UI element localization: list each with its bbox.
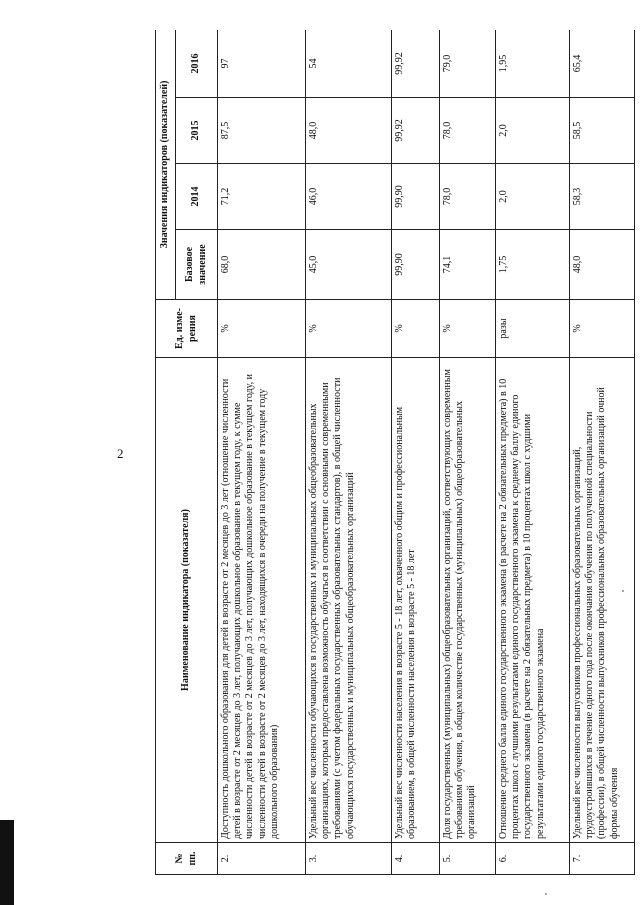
row-2014: 71,2 [218, 164, 306, 230]
row-2016: 54 [306, 30, 392, 98]
header-2014: 2014 [176, 164, 218, 230]
row-base: 68,0 [218, 230, 306, 300]
row-name: Отношение среднего балла единого государственного экзамена (в расчете на 2 обязательных предмета) в 10 процентах школ с лучшими результатами единого государственного экзамена к среднему баллу единого государственного экзамена (в расчете на 2 обязательных предмета) в 10 процентах школ с худшими результатами единого государственного экзамена [496, 358, 570, 843]
row-unit: % [570, 300, 635, 358]
row-2014: 46,0 [306, 164, 392, 230]
row-base: 74,1 [440, 230, 496, 300]
row-2016: 99,92 [392, 30, 440, 98]
row-2016: 79,0 [440, 30, 496, 98]
row-unit: % [440, 300, 496, 358]
row-2014: 2,0 [496, 164, 570, 230]
row-base: 99,90 [392, 230, 440, 300]
row-name: Удельный вес численности обучающихся в государственных и муниципальных общеобразовательных организациях, которым предоставлена возможность обучаться в соответствии с основными современными требованиями (с учетом федеральных государственных образовательных стандартов), в общей численности обучающихся государственных и муниципальных общеобразовательных организаций [306, 358, 392, 843]
header-values-group: Значения индикаторов (показателей) [156, 30, 176, 300]
row-2015: 2,0 [496, 98, 570, 164]
header-num: № пп. [156, 843, 218, 875]
row-2015: 78,0 [440, 98, 496, 164]
row-num: 7. [570, 843, 635, 875]
row-num: 3. [306, 843, 392, 875]
scan-speck [545, 893, 547, 895]
scan-edge-mark [0, 820, 14, 905]
row-unit: % [218, 300, 306, 358]
row-unit: % [392, 300, 440, 358]
table-row [496, 30, 570, 875]
table-row [218, 30, 306, 875]
row-name: Удельный вес численности населения в возрасте 5 - 18 лет, охваченного общим и профессиональным образованием, в общей численности населения в возрасте 5 - 18 лет [392, 358, 440, 843]
header-unit: Ед. изме-рения [156, 300, 218, 358]
page-number: 2 [117, 446, 124, 461]
row-name: Доступность дошкольного образования для детей в возрасте от 2 месяцев до 3 лет (отношение численности детей в возрасте от 2 месяцев до 3 лет, получающих дошкольное образование в текущем году, к сумме численности детей в возрасте от 2 месяцев до 3 лет, получающих дошкольное образование в текущем году, и численности детей в возрасте от 2 месяцев до 3 лет, находящихся в очереди на получение в текущем году дошкольного образования) [218, 358, 306, 843]
row-2016: 97 [218, 30, 306, 98]
row-base: 45,0 [306, 230, 392, 300]
table-row [440, 30, 496, 875]
row-2015: 58,5 [570, 98, 635, 164]
header-2016: 2016 [176, 30, 218, 98]
row-unit: разы [496, 300, 570, 358]
row-base: 1,75 [496, 230, 570, 300]
rotated-table-frame [155, 30, 635, 875]
row-2014: 58,3 [570, 164, 635, 230]
row-2015: 48,0 [306, 98, 392, 164]
row-base: 48,0 [570, 230, 635, 300]
row-num: 6. [496, 843, 570, 875]
table-row [392, 30, 440, 875]
row-2016: 65,4 [570, 30, 635, 98]
header-name: Наименование индикатора (показателя) [156, 358, 218, 843]
row-num: 2. [218, 843, 306, 875]
row-2015: 87,5 [218, 98, 306, 164]
row-2014: 99,90 [392, 164, 440, 230]
indicators-table [155, 30, 635, 875]
row-2016: 1,95 [496, 30, 570, 98]
rotated-table-container [155, 30, 635, 875]
table-row [570, 30, 635, 875]
row-num: 5. [440, 843, 496, 875]
row-name: Доля государственных (муниципальных) общеобразовательных организаций, соответствующих современным требованиям обучения, в общем количестве государственных (муниципальных) общеобразовательных организаций [440, 358, 496, 843]
table-row [306, 30, 392, 875]
row-2014: 78,0 [440, 164, 496, 230]
header-2015: 2015 [176, 98, 218, 164]
header-base: Базовое значение [176, 230, 218, 300]
row-name: Удельный вес численности выпускников профессиональных образовательных организаций, трудоустроившихся в течение одного года после окончания обучения по полученной специальности (профессии), в общей численности выпускников профессиональных образовательных организаций очной формы обучения [570, 358, 635, 843]
row-2015: 99,92 [392, 98, 440, 164]
row-num: 4. [392, 843, 440, 875]
row-unit: % [306, 300, 392, 358]
